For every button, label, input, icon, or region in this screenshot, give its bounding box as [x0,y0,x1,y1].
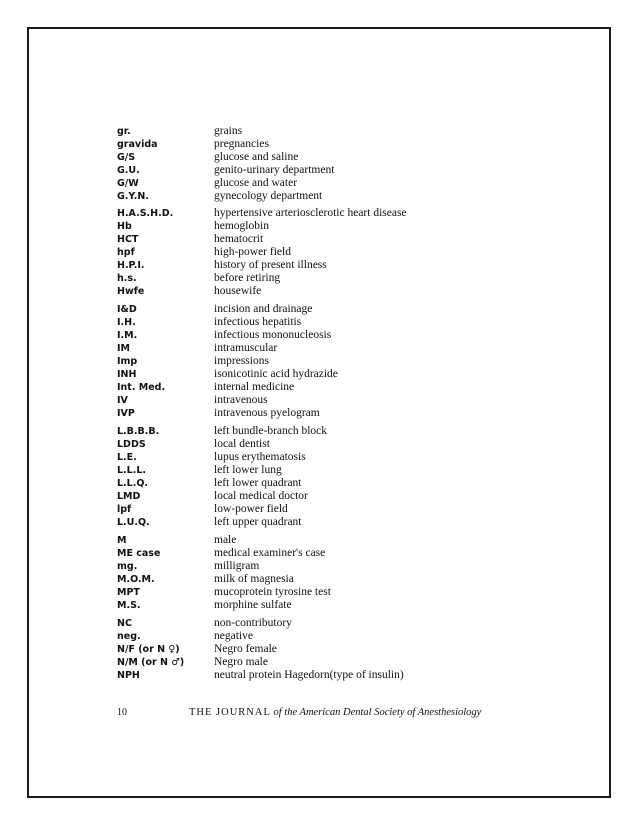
abbreviation: N/M (or N ♂) [117,657,185,668]
list-item [29,329,609,342]
definition: isonicotinic acid hydrazide [214,368,338,380]
list-item [29,534,609,547]
list-item [29,177,609,190]
abbreviation: L.B.B.B. [117,426,160,437]
definition: low-power field [214,503,288,515]
list-item [29,451,609,464]
definition: left lower quadrant [214,477,302,489]
definition: gynecology department [214,190,323,202]
abbreviation: HCT [117,234,139,245]
list-item [29,573,609,586]
abbreviation: Hwfe [117,286,145,297]
abbreviation: INH [117,369,137,380]
definition: hypertensive arteriosclerotic heart disease [214,207,407,219]
abbreviation: IVP [117,408,135,419]
definition: lupus erythematosis [214,451,306,463]
abbreviation: ME case [117,548,161,559]
list-item [29,560,609,573]
abbreviation: N/F (or N ♀) [117,644,180,655]
list-item [29,246,609,259]
definition: intravenous [214,394,268,406]
list-item [29,617,609,630]
list-item [29,669,609,682]
definition: impressions [214,355,269,367]
list-item [29,656,609,669]
definition: milk of magnesia [214,573,294,585]
abbreviation: M.O.M. [117,574,155,585]
abbreviation: gravida [117,139,158,150]
list-item [29,272,609,285]
journal-title-prefix: THE JOURNAL [189,707,271,718]
list-item [29,630,609,643]
definition: pregnancies [214,138,269,150]
abbreviation: h.s. [117,273,137,284]
abbreviation: G.Y.N. [117,191,149,202]
abbreviation: MPT [117,587,140,598]
list-item [29,643,609,656]
page-border [27,27,611,798]
abbreviation: I.H. [117,317,136,328]
abbreviation: L.L.L. [117,465,146,476]
definition: high-power field [214,246,291,258]
list-item [29,477,609,490]
definition: genito-urinary department [214,164,335,176]
definition: Negro male [214,656,268,668]
abbreviation: Imp [117,356,138,367]
journal-title [189,706,481,720]
abbreviation: IV [117,395,128,406]
list-item [29,464,609,477]
abbreviation: L.E. [117,452,137,463]
abbreviation: IM [117,343,130,354]
list-item [29,233,609,246]
list-item [29,138,609,151]
definition: milligram [214,560,260,572]
abbreviation: G/S [117,152,136,163]
abbreviation: I&D [117,304,137,315]
list-item [29,516,609,529]
definition: morphine sulfate [214,599,292,611]
definition: non-contributory [214,617,292,629]
definition: male [214,534,237,546]
definition: glucose and water [214,177,298,189]
abbreviation: NC [117,618,132,629]
abbreviation: NPH [117,670,140,681]
list-item [29,368,609,381]
definition: neutral protein Hagedorn(type of insulin) [214,669,404,681]
list-item [29,407,609,420]
abbreviation: M.S. [117,600,141,611]
list-item [29,259,609,272]
page-footer [29,706,609,720]
definition: housewife [214,285,262,297]
definition: negative [214,630,253,642]
abbreviation: LDDS [117,439,146,450]
list-item [29,207,609,220]
definition: medical examiner's case [214,547,326,559]
definition: intramuscular [214,342,278,354]
abbreviation: Int. Med. [117,382,166,393]
abbreviation: Hb [117,221,132,232]
list-item [29,355,609,368]
definition: grains [214,125,243,137]
list-item [29,125,609,138]
list-item [29,438,609,451]
abbreviation: I.M. [117,330,138,341]
list-item [29,425,609,438]
abbreviation: LMD [117,491,141,502]
list-item [29,316,609,329]
abbreviation: H.A.S.H.D. [117,208,174,219]
abbreviation: L.U.Q. [117,517,150,528]
list-item [29,503,609,516]
list-item [29,220,609,233]
definition: hemoglobin [214,220,269,232]
abbreviation-list [29,29,609,796]
definition: history of present illness [214,259,327,271]
abbreviation: G/W [117,178,139,189]
abbreviation: H.P.I. [117,260,145,271]
list-item [29,303,609,316]
list-item [29,190,609,203]
list-item [29,164,609,177]
abbreviation: gr. [117,126,131,137]
list-item [29,285,609,298]
definition: intravenous pyelogram [214,407,320,419]
definition: infectious hepatitis [214,316,302,328]
definition: left bundle-branch block [214,425,328,437]
definition: infectious mononucleosis [214,329,332,341]
abbreviation: M [117,535,127,546]
definition: hematocrit [214,233,264,245]
abbreviation: hpf [117,247,135,258]
definition: glucose and saline [214,151,299,163]
definition: internal medicine [214,381,295,393]
definition: Negro female [214,643,277,655]
list-item [29,547,609,560]
abbreviation: L.L.Q. [117,478,149,489]
list-item [29,490,609,503]
list-item [29,599,609,612]
list-item [29,342,609,355]
definition: mucoprotein tyrosine test [214,586,331,598]
list-item [29,381,609,394]
definition: left upper quadrant [214,516,302,528]
journal-title-rest: of the American Dental Society of Anesthesiology [273,707,482,718]
list-item [29,394,609,407]
list-item [29,586,609,599]
definition: left lower lung [214,464,282,476]
abbreviation: G.U. [117,165,140,176]
abbreviation: mg. [117,561,138,572]
definition: local dentist [214,438,270,450]
definition: local medical doctor [214,490,308,502]
list-item [29,151,609,164]
definition: incision and drainage [214,303,313,315]
abbreviation: neg. [117,631,141,642]
abbreviation: lpf [117,504,132,515]
definition: before retiring [214,272,281,284]
page-number: 10 [117,707,127,718]
